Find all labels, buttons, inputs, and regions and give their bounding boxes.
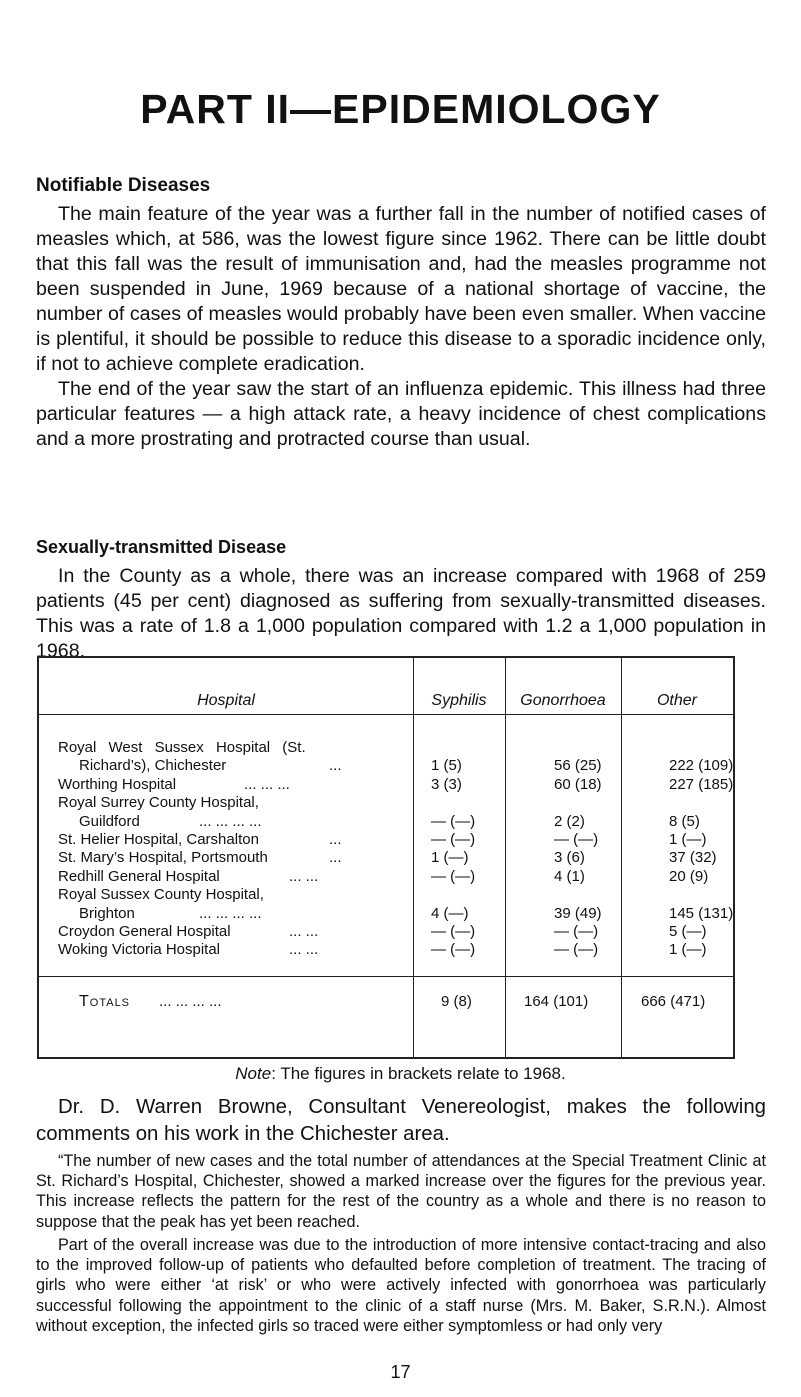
gonorrhoea-value: 3 (6) [554,849,585,867]
hospital-name: Royal West Sussex Hospital (St. [58,739,306,756]
table-row [39,849,733,867]
gonorrhoea-value: 39 (49) [554,904,602,922]
gonorrhoea-total: 164 (101) [524,993,589,1010]
totals-label: Totals [79,993,131,1010]
leader-dots: ... ... ... ... [199,812,262,830]
table-row [39,905,733,923]
note-text: : The figures in brackets relate to 1968. [271,1064,566,1083]
quote-paragraph-2: Part of the overall increase was due to the introduction of more intensive contact-tracing and also to the improved follow-up of patients who defaulted before completion of treatment. The tracing of girls who were either ‘at risk’ or who were actively infected with gonorrhoea was particularly successful following the appointment to the clinic of a staff nurse (Mrs. M. Baker, S.R.N.). Almost without exception, the infected girls so traced were either symptomless or had only very [36,1236,766,1335]
syphilis-total: 9 (8) [441,993,472,1010]
table-row [39,776,733,794]
other-value: 227 (185) [669,775,734,793]
table-row [39,757,733,775]
other-value: 5 (—) [669,922,707,940]
other-value: 20 (9) [669,867,709,885]
gonorrhoea-value: — (—) [554,922,599,940]
header-rule [39,714,733,715]
leader-dots: ... ... [289,922,319,940]
table-row [39,794,733,812]
table-row [39,941,733,959]
syphilis-value: 1 (—) [431,849,469,867]
syphilis-value: — (—) [431,830,476,848]
comment-intro: Dr. D. Warren Browne, Consultant Venereologist, makes the following comments on his work in the Chichester area. [36,1096,766,1145]
gonorrhoea-value: — (—) [554,830,599,848]
leader-dots: ... ... [289,867,319,885]
gonorrhoea-value: 56 (25) [554,757,602,775]
gonorrhoea-value: 60 (18) [554,775,602,793]
table-row [39,813,733,831]
page-title: PART II—EPIDEMIOLOGY [140,86,661,132]
table-body [39,739,733,960]
gonorrhoea-value: 2 (2) [554,812,585,830]
table-note [0,1064,801,1084]
sexually-transmitted-heading: Sexually-transmitted Disease [36,537,287,557]
syphilis-value: — (—) [431,867,476,885]
syphilis-value: 4 (—) [431,904,469,922]
table-row [39,923,733,941]
leader-dots: ... [329,830,342,848]
header-syphilis: Syphilis [431,692,487,709]
sexually-transmitted-paragraph: In the County as a whole, there was an increase compared with 1968 of 259 patients (45 per cent) diagnosed as suffering from sexually-transmitted diseases. This was a rate of 1.8 a 1,000 population compared with 1.2 a 1,000 population in 1968. [36,565,766,662]
gonorrhoea-value: 4 (1) [554,867,585,885]
hospital-name: Brighton [79,904,135,922]
syphilis-value: 1 (5) [431,757,462,775]
syphilis-value: — (—) [431,922,476,940]
gonorrhoea-value: — (—) [554,941,599,959]
other-value: 222 (109) [669,757,734,775]
syphilis-value: — (—) [431,812,476,830]
leader-dots: ... [329,757,342,775]
totals-rule [39,976,733,977]
other-total: 666 (471) [641,993,706,1010]
header-gonorrhoea: Gonorrhoea [520,692,606,709]
hospital-name: Redhill General Hospital [58,867,220,885]
notifiable-diseases-heading: Notifiable Diseases [36,175,211,196]
hospital-name: Woking Victoria Hospital [58,941,221,959]
hospital-name: Royal Surrey County Hospital, [58,794,259,812]
hospital-name: Royal Sussex County Hospital, [58,886,264,904]
leader-dots: ... ... ... ... [199,904,262,922]
note-label: Note [235,1064,272,1083]
hospital-cases-table [37,656,735,1059]
leader-dots: ... ... ... ... [159,993,222,1010]
syphilis-value: — (—) [431,941,476,959]
header-other: Other [656,692,697,709]
hospital-name: St. Mary’s Hospital, Portsmouth [58,849,268,867]
hospital-name: Guildford [79,812,140,830]
other-value: 1 (—) [669,830,707,848]
table-row [39,886,733,904]
other-value: 1 (—) [669,941,707,959]
quote-paragraph-1: “The number of new cases and the total number of attendances at the Special Treatment Clinic at St. Richard’s Hospital, Chichester, showed a marked increase over the figures for the previous year. This increase reflects the pattern for the rest of the country as a whole and there is no reason to suppose that the peak has yet been reached. [36,1152,766,1231]
notifiable-paragraph-2: The end of the year saw the start of an influenza epidemic. This illness had three particular features — a high attack rate, a heavy incidence of chest complications and a more prostrating and protracted course than usual. [36,378,766,450]
leader-dots: ... ... ... [244,775,290,793]
table-row [39,739,733,757]
header-hospital: Hospital [197,692,255,709]
hospital-name: St. Helier Hospital, Carshalton [58,830,259,848]
notifiable-paragraph-1: The main feature of the year was a further fall in the number of notified cases of measles which, at 586, was the lowest figure since 1962. There can be little doubt that this fall was the result of immunisation and, had the measles programme not been suspended in June, 1969 because of a national shortage of vaccine, the number of cases of measles would probably have been even smaller. When vaccine is plentiful, it should be possible to reduce this disease to a sporadic incidence only, if not to achieve complete eradication. [36,203,766,375]
other-value: 37 (32) [669,849,717,867]
leader-dots: ... [329,849,342,867]
hospital-name: Croydon General Hospital [58,922,231,940]
hospital-name: Richard’s), Chichester [79,757,227,775]
other-value: 145 (131) [669,904,734,922]
table-row [39,831,733,849]
syphilis-value: 3 (3) [431,775,462,793]
hospital-name: Worthing Hospital [58,775,177,793]
totals-row [39,990,733,1014]
page-number: 17 [390,1362,411,1382]
table-row [39,868,733,886]
leader-dots: ... ... [289,941,319,959]
other-value: 8 (5) [669,812,700,830]
